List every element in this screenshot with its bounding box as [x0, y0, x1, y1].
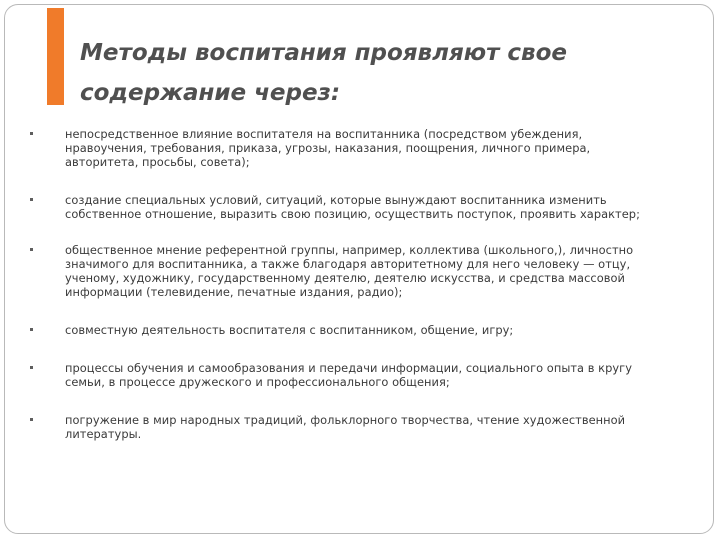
bullet-icon: [30, 248, 33, 251]
bullet-icon: [30, 198, 33, 201]
bullet-text: создание специальных условий, ситуаций, которые вынуждают воспитанника изменить собственное отношение, выразить свою позицию, осуществить поступок, проявить характер;: [65, 193, 640, 221]
bullet-icon: [30, 328, 33, 331]
bullet-icon: [30, 132, 33, 135]
bullet-text: непосредственное влияние воспитателя на воспитанника (посредством убеждения, нравоучения, требования, приказа, угрозы, наказания, поощрения, личного примера, авторитета, просьбы, совета);: [65, 127, 591, 169]
bullet-text: погружение в мир народных традиций, фольклорного творчества, чтение художественной литературы.: [65, 413, 626, 441]
bullet-text: совместную деятельность воспитателя с воспитанником, общение, игру;: [65, 323, 514, 337]
bullet-text: процессы обучения и самообразования и передачи информации, социального опыта в кругу семьи, в процессе дружеского и профессионального общения;: [65, 361, 633, 389]
bullet-icon: [30, 366, 33, 369]
slide-title: Методы воспитания проявляют свое содержание через:: [80, 40, 568, 106]
bullet-icon: [30, 418, 33, 421]
accent-bar: [47, 8, 64, 105]
bullet-text: общественное мнение референтной группы, например, коллектива (школьного,), личностно значимого для воспитанника, а также благодаря авторитетному для него человеку — отцу, ученому, художнику, государственному деятелю, деятелю искусства, и средства массовой информации (телевидение, печатные издания, радио);: [65, 243, 634, 299]
